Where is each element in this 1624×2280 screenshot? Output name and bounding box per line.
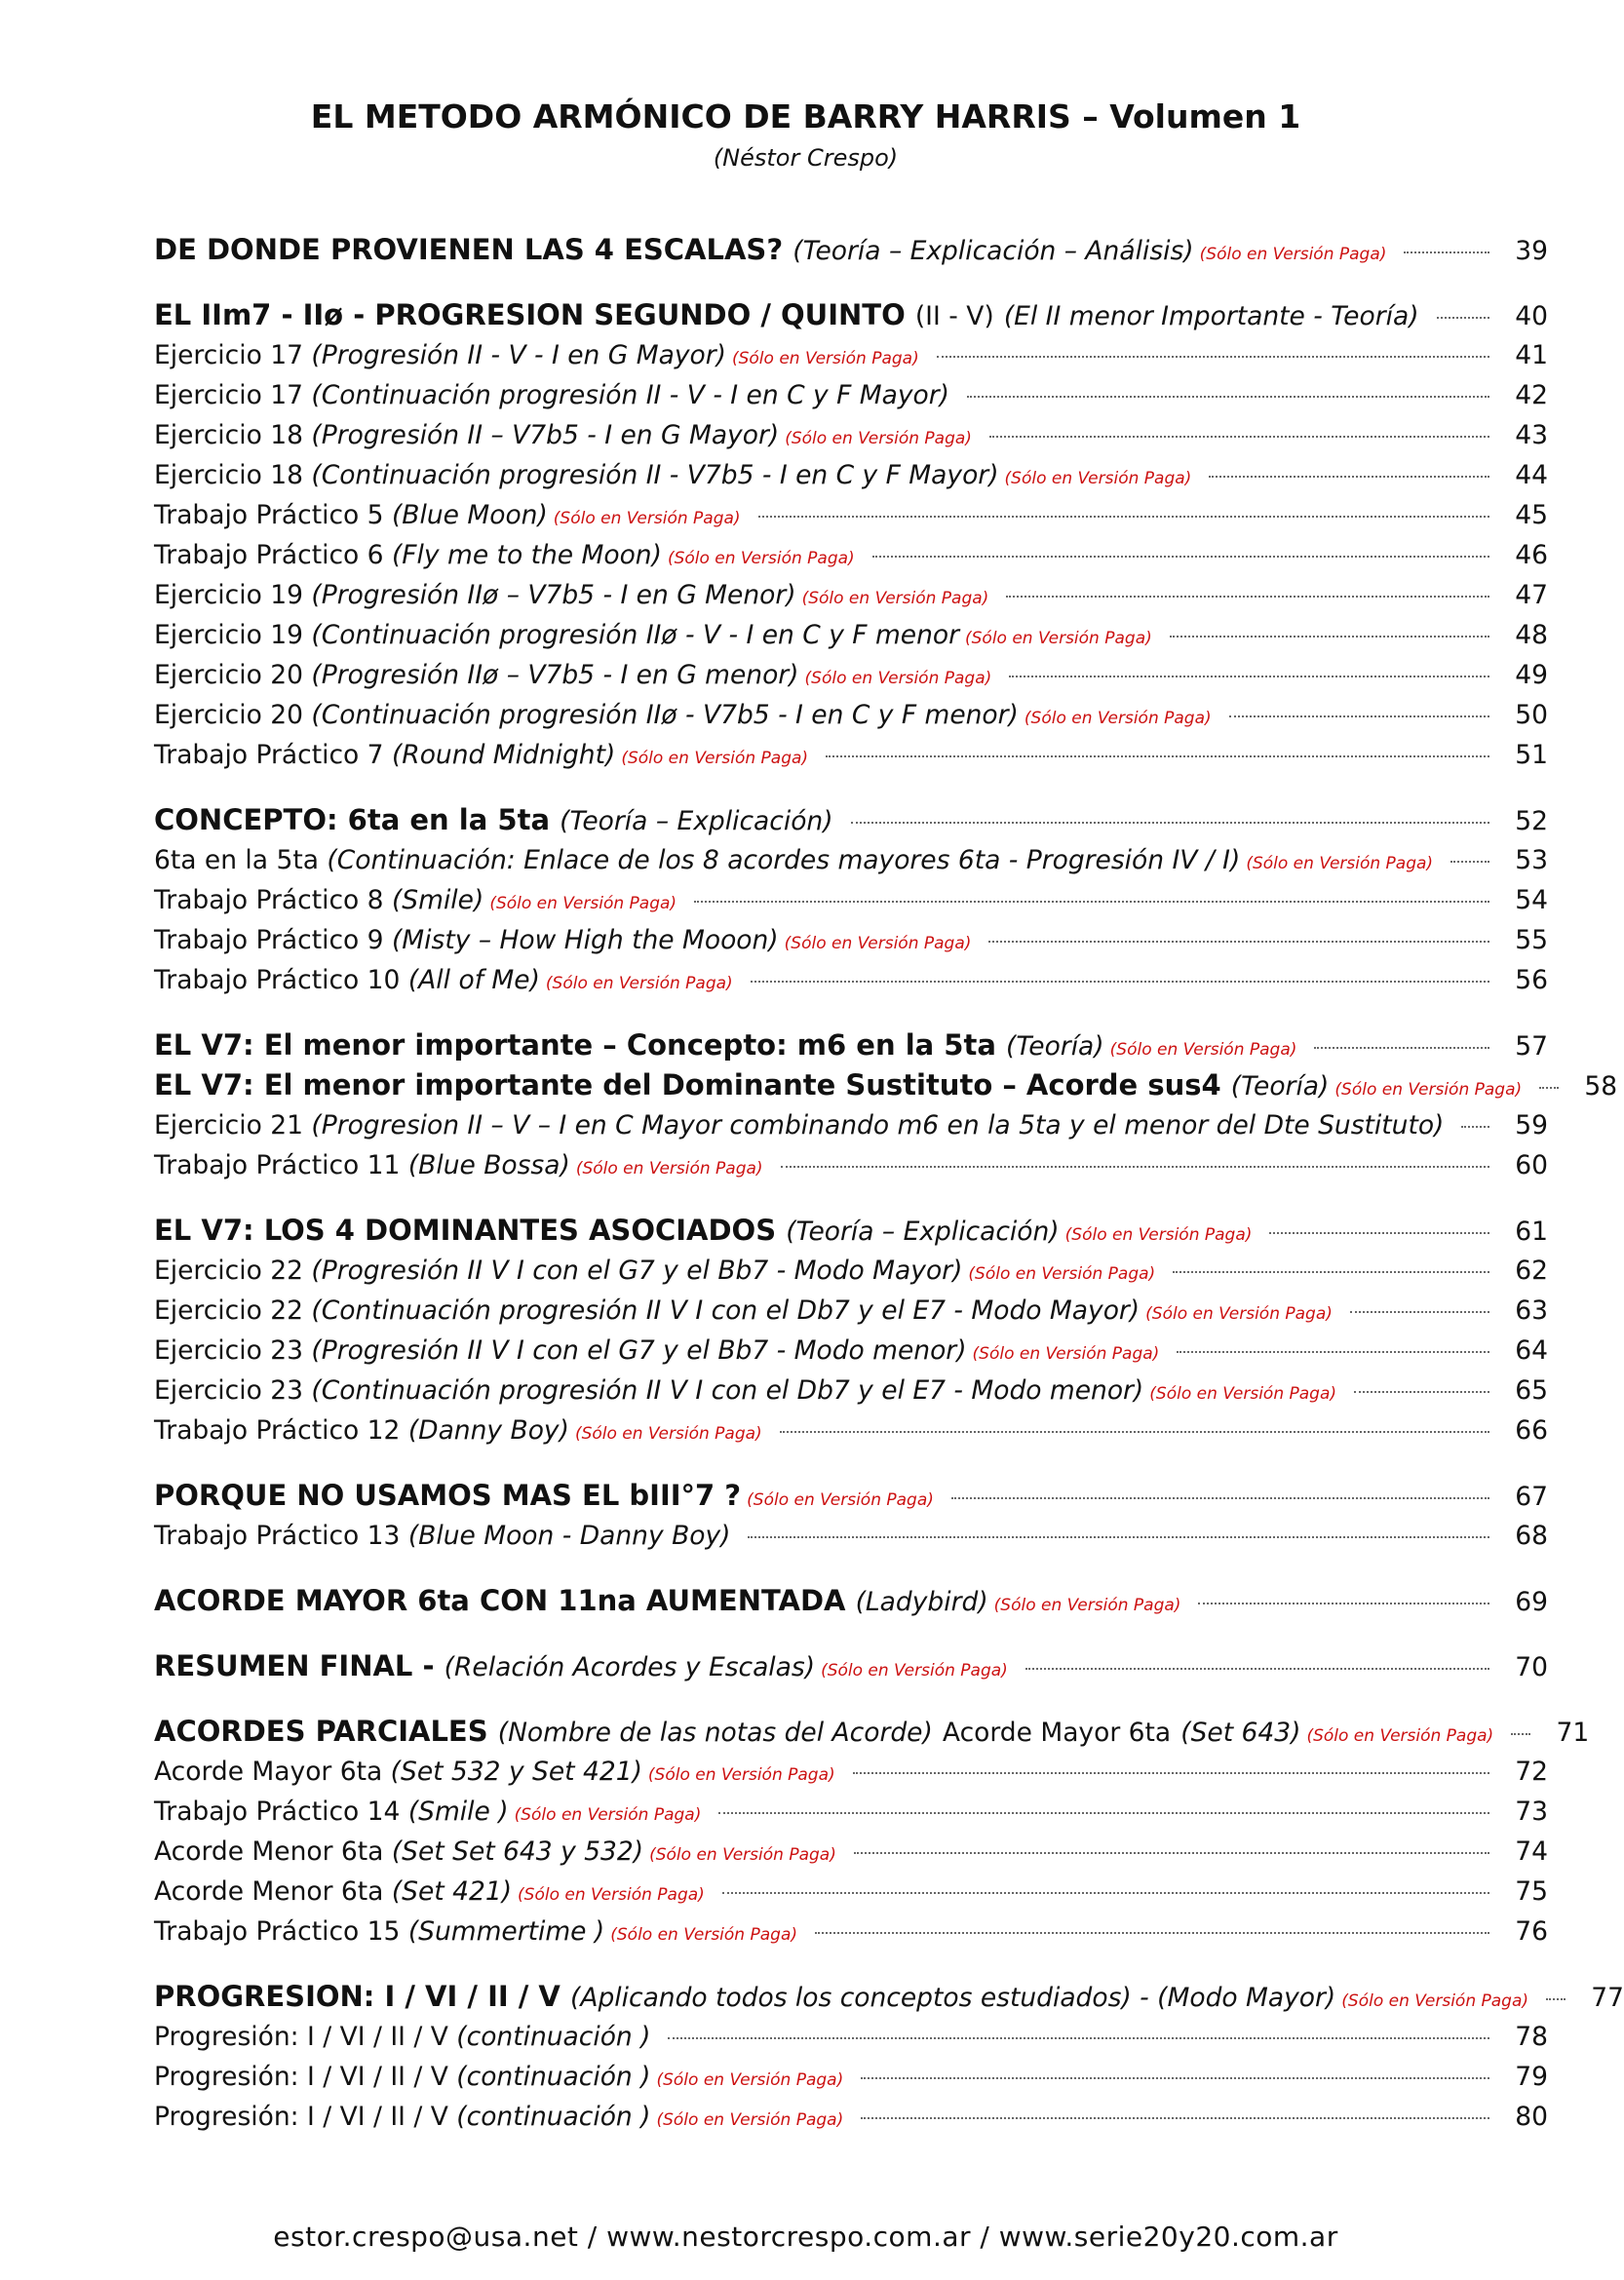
dot-leader bbox=[1177, 1351, 1489, 1353]
paid-version-note: (Sólo en Versión Paga) bbox=[649, 1845, 836, 1865]
entry-description: (Continuación progresión IIø - V - I en C y F menor bbox=[311, 620, 959, 650]
entry-title-suffix: (II - V) bbox=[914, 301, 994, 331]
entry-description: (Relación Acordes y Escalas) bbox=[444, 1652, 816, 1682]
toc-entry[interactable] bbox=[154, 735, 1548, 775]
entry-title: Progresión: I / VI / II / V bbox=[154, 2102, 457, 2132]
entry-description: (Blue Moon - Danny Boy) bbox=[407, 1521, 731, 1551]
entry-description: (Blue Bossa) bbox=[407, 1150, 570, 1180]
paid-version-note: (Sólo en Versión Paga) bbox=[1334, 1080, 1523, 1100]
entry-description: (Teoría) bbox=[1230, 1071, 1330, 1101]
page-number: 44 bbox=[1515, 460, 1548, 490]
dot-leader bbox=[854, 1852, 1489, 1854]
entry-title: EL V7: El menor importante del Dominante Sustituto – Acorde sus4 bbox=[154, 1068, 1221, 1101]
toc-entry[interactable] bbox=[154, 2057, 1548, 2097]
toc-entry[interactable] bbox=[154, 1411, 1548, 1450]
entry-title: Trabajo Práctico 7 bbox=[154, 740, 384, 770]
paid-version-note: (Sólo en Versión Paga) bbox=[1149, 1384, 1337, 1404]
entry-description: (Ladybird) bbox=[855, 1587, 988, 1617]
paid-version-note: (Sólo en Versión Paga) bbox=[1024, 709, 1212, 728]
paid-version-note: (Sólo en Versión Paga) bbox=[610, 1925, 797, 1945]
toc-entry[interactable] bbox=[154, 455, 1548, 495]
entry-description: (Set 421) bbox=[391, 1876, 513, 1907]
page-number: 51 bbox=[1515, 740, 1548, 770]
entry-title: Trabajo Práctico 14 bbox=[154, 1797, 401, 1827]
toc-entry[interactable] bbox=[154, 2017, 1548, 2057]
dot-leader bbox=[1229, 715, 1489, 717]
entry-description: (Progresión IIø – V7b5 - I en G Menor) bbox=[311, 580, 796, 610]
document-author: (Néstor Crespo) bbox=[713, 144, 899, 172]
entry-description: (Summertime ) bbox=[407, 1916, 605, 1947]
page-number: 39 bbox=[1515, 236, 1548, 266]
paid-version-note: (Sólo en Versión Paga) bbox=[965, 629, 1152, 648]
paid-version-note: (Sólo en Versión Paga) bbox=[1064, 1225, 1253, 1245]
entry-title: PROGRESION: I / VI / II / V bbox=[154, 1980, 561, 2013]
page-number: 41 bbox=[1515, 340, 1548, 370]
toc-entry[interactable] bbox=[154, 1712, 1590, 1752]
entry-title: EL V7: El menor importante – Concepto: m6 en la 5ta bbox=[154, 1028, 996, 1062]
paid-version-note: (Sólo en Versión Paga) bbox=[1145, 1304, 1333, 1324]
page-number: 76 bbox=[1515, 1916, 1548, 1947]
toc-entry[interactable] bbox=[154, 335, 1548, 375]
paid-version-note: (Sólo en Versión Paga) bbox=[968, 1264, 1156, 1284]
page-number: 57 bbox=[1515, 1031, 1548, 1062]
entry-title: Progresión: I / VI / II / V bbox=[154, 2022, 457, 2052]
paid-version-note: (Sólo en Versión Paga) bbox=[972, 1344, 1160, 1364]
entry-description: (Misty – How High the Mooon) bbox=[391, 925, 779, 955]
dot-leader bbox=[668, 2037, 1489, 2039]
toc-entry[interactable] bbox=[154, 1065, 1618, 1105]
entry-title: Ejercicio 20 bbox=[154, 700, 312, 730]
dot-leader bbox=[1546, 1998, 1566, 2000]
paid-version-note: (Sólo en Versión Paga) bbox=[747, 1490, 934, 1510]
page-number: 65 bbox=[1515, 1375, 1548, 1406]
toc-entry[interactable] bbox=[154, 1211, 1548, 1251]
dot-leader bbox=[1170, 636, 1489, 638]
entry-title: Ejercicio 22 bbox=[154, 1295, 312, 1326]
paid-version-note: (Sólo en Versión Paga) bbox=[489, 894, 677, 913]
entry-title: Trabajo Práctico 12 bbox=[154, 1415, 401, 1446]
entry-description: (Continuación progresión II V I con el Db7 y el E7 - Modo menor) bbox=[311, 1375, 1144, 1406]
entry-description: (Blue Moon) bbox=[391, 500, 548, 530]
page-number: 49 bbox=[1515, 660, 1548, 690]
toc-entry[interactable] bbox=[154, 1752, 1548, 1792]
toc-entry[interactable] bbox=[154, 1291, 1548, 1331]
paid-version-note: (Sólo en Versión Paga) bbox=[1004, 469, 1192, 488]
entry-title: Ejercicio 17 bbox=[154, 380, 312, 410]
page-number: 60 bbox=[1515, 1150, 1548, 1180]
paid-version-note: (Sólo en Versión Paga) bbox=[621, 749, 809, 768]
page-number: 46 bbox=[1515, 540, 1548, 570]
entry-title: RESUMEN FINAL - bbox=[154, 1649, 435, 1682]
page-number: 47 bbox=[1515, 580, 1548, 610]
entry-title: Ejercicio 21 bbox=[154, 1110, 312, 1140]
dot-leader bbox=[1209, 476, 1489, 478]
paid-version-note: (Sólo en Versión Paga) bbox=[1109, 1040, 1297, 1060]
paid-version-note: (Sólo en Versión Paga) bbox=[647, 1765, 835, 1785]
page-number: 69 bbox=[1515, 1587, 1548, 1617]
dot-leader bbox=[988, 941, 1489, 943]
page-number: 59 bbox=[1515, 1110, 1548, 1140]
entry-description: (Progresión IIø – V7b5 - I en G menor) bbox=[311, 660, 799, 690]
dot-leader bbox=[748, 1536, 1489, 1538]
entry-title: Trabajo Práctico 8 bbox=[154, 885, 384, 915]
page-number: 70 bbox=[1515, 1652, 1548, 1682]
toc-entry[interactable] bbox=[154, 2097, 1548, 2137]
page-number: 74 bbox=[1515, 1836, 1548, 1867]
entry-description: (Nombre de las notas del Acorde) bbox=[497, 1718, 933, 1748]
dot-leader bbox=[751, 981, 1489, 983]
toc-entry[interactable] bbox=[154, 1792, 1548, 1832]
paid-version-note: (Sólo en Versión Paga) bbox=[784, 934, 972, 953]
toc-entry[interactable] bbox=[154, 655, 1548, 695]
toc-entry[interactable] bbox=[154, 800, 1548, 840]
toc-entry[interactable] bbox=[154, 575, 1548, 615]
page-number: 45 bbox=[1515, 500, 1548, 530]
dot-leader bbox=[1009, 676, 1489, 677]
toc-entry[interactable] bbox=[154, 840, 1548, 880]
toc-entry[interactable] bbox=[154, 1646, 1548, 1686]
entry-title: Ejercicio 18 bbox=[154, 420, 312, 450]
page-number: 43 bbox=[1515, 420, 1548, 450]
entry-title: Ejercicio 19 bbox=[154, 620, 312, 650]
page-number: 80 bbox=[1515, 2102, 1548, 2132]
entry-description: (Teoría – Explicación – Análisis) bbox=[793, 236, 1194, 266]
entry-description: (All of Me) bbox=[407, 965, 540, 995]
paid-version-note: (Sólo en Versión Paga) bbox=[545, 974, 733, 993]
page-number: 68 bbox=[1515, 1521, 1548, 1551]
dot-leader bbox=[937, 356, 1489, 358]
dot-leader bbox=[1269, 1232, 1489, 1234]
page-number: 56 bbox=[1515, 965, 1548, 995]
dot-leader bbox=[1437, 317, 1489, 319]
page-number: 73 bbox=[1515, 1797, 1548, 1827]
entry-title: Trabajo Práctico 5 bbox=[154, 500, 384, 530]
dot-leader bbox=[815, 1932, 1489, 1934]
dot-leader bbox=[989, 436, 1489, 438]
entry-title: Ejercicio 22 bbox=[154, 1256, 312, 1286]
entry-title: DE DONDE PROVIENEN LAS 4 ESCALAS? bbox=[154, 233, 784, 266]
paid-version-note: (Sólo en Versión Paga) bbox=[1341, 1991, 1529, 2011]
page-number: 52 bbox=[1515, 806, 1548, 836]
table-of-contents bbox=[154, 230, 1624, 2137]
entry-title: Acorde Mayor 6ta bbox=[154, 1757, 391, 1787]
page-number: 78 bbox=[1515, 2022, 1548, 2052]
paid-version-note: (Sólo en Versión Paga) bbox=[667, 549, 855, 568]
paid-version-note: (Sólo en Versión Paga) bbox=[993, 1596, 1181, 1615]
toc-entry[interactable] bbox=[154, 230, 1548, 270]
dot-leader bbox=[967, 396, 1489, 398]
entry-description: (Continuación: Enlace de los 8 acordes mayores 6ta - Progresión IV / I) bbox=[327, 845, 1241, 875]
paid-version-note: (Sólo en Versión Paga) bbox=[1246, 854, 1434, 873]
entry-title: Trabajo Práctico 11 bbox=[154, 1150, 401, 1180]
entry-description: (Round Midnight) bbox=[391, 740, 616, 770]
entry-description: (Set Set 643 y 532) bbox=[391, 1836, 644, 1867]
entry-description: (El II menor Importante - Teoría) bbox=[1003, 301, 1419, 331]
dot-leader bbox=[718, 1812, 1489, 1814]
entry-description: (Smile) bbox=[391, 885, 484, 915]
page-number: 58 bbox=[1584, 1071, 1618, 1101]
entry-description: (Continuación progresión IIø - V7b5 - I en C y F menor) bbox=[311, 700, 1019, 730]
entry-description: (Smile ) bbox=[407, 1797, 509, 1827]
dot-leader bbox=[1006, 596, 1489, 598]
dot-leader bbox=[758, 516, 1489, 518]
page-number: 66 bbox=[1515, 1415, 1548, 1446]
dot-leader bbox=[861, 2077, 1489, 2079]
toc-entry[interactable] bbox=[154, 295, 1548, 335]
entry-description: (Fly me to the Moon) bbox=[391, 540, 662, 570]
dot-leader bbox=[872, 556, 1489, 558]
entry-description: (Continuación progresión II - V7b5 - I en C y F Mayor) bbox=[311, 460, 999, 490]
paid-version-note: (Sólo en Versión Paga) bbox=[785, 429, 972, 448]
dot-leader bbox=[1314, 1047, 1489, 1049]
paid-version-note: (Sólo en Versión Paga) bbox=[575, 1159, 763, 1179]
paid-version-note: (Sólo en Versión Paga) bbox=[821, 1661, 1008, 1681]
toc-entry[interactable] bbox=[154, 1145, 1548, 1185]
page-number: 75 bbox=[1515, 1876, 1548, 1907]
paid-version-note: (Sólo en Versión Paga) bbox=[656, 2070, 844, 2090]
entry-title: Trabajo Práctico 13 bbox=[154, 1521, 401, 1551]
paid-version-note: (Sólo en Versión Paga) bbox=[574, 1424, 762, 1444]
dot-leader bbox=[722, 1892, 1489, 1894]
dot-leader bbox=[694, 901, 1489, 903]
entry-title: CONCEPTO: 6ta en la 5ta bbox=[154, 803, 551, 836]
dot-leader bbox=[861, 2117, 1489, 2119]
entry-title: Acorde Menor 6ta bbox=[154, 1876, 392, 1907]
dot-leader bbox=[853, 1772, 1489, 1774]
entry-title: Progresión: I / VI / II / V bbox=[154, 2062, 457, 2092]
toc-entry[interactable] bbox=[154, 535, 1548, 575]
toc-entry[interactable] bbox=[154, 375, 1548, 415]
toc-entry[interactable] bbox=[154, 920, 1548, 960]
dot-leader bbox=[1198, 1603, 1489, 1604]
dot-leader bbox=[1350, 1311, 1489, 1313]
toc-entry[interactable] bbox=[154, 880, 1548, 920]
entry-description: (Teoría) bbox=[1006, 1031, 1104, 1062]
entry-description: (Set 532 y Set 421) bbox=[390, 1757, 642, 1787]
toc-entry[interactable] bbox=[154, 1371, 1548, 1411]
entry-title: Trabajo Práctico 6 bbox=[154, 540, 384, 570]
page-number: 55 bbox=[1515, 925, 1548, 955]
dot-leader bbox=[1539, 1087, 1559, 1089]
entry-description: (Danny Boy) bbox=[407, 1415, 569, 1446]
toc-entry[interactable] bbox=[154, 615, 1548, 655]
entry-extra-description: (Set 643) bbox=[1180, 1718, 1301, 1748]
page-number: 71 bbox=[1556, 1718, 1590, 1748]
dot-leader bbox=[1404, 251, 1489, 253]
entry-description: (Continuación progresión II V I con el Db7 y el E7 - Modo Mayor) bbox=[311, 1295, 1141, 1326]
page-number: 53 bbox=[1515, 845, 1548, 875]
entry-title: Ejercicio 17 bbox=[154, 340, 312, 370]
document-title: EL METODO ARMÓNICO DE BARRY HARRIS – Volumen 1 bbox=[310, 97, 1301, 135]
page-number: 62 bbox=[1515, 1256, 1548, 1286]
entry-description: (Progresión II V I con el G7 y el Bb7 - Modo menor) bbox=[311, 1335, 967, 1366]
toc-entry[interactable] bbox=[154, 695, 1548, 735]
dot-leader bbox=[951, 1497, 1489, 1499]
paid-version-note: (Sólo en Versión Paga) bbox=[1199, 245, 1387, 264]
page-number: 64 bbox=[1515, 1335, 1548, 1366]
dot-leader bbox=[1173, 1271, 1489, 1273]
entry-title: Ejercicio 19 bbox=[154, 580, 312, 610]
page-number: 79 bbox=[1515, 2062, 1548, 2092]
entry-title: Trabajo Práctico 9 bbox=[154, 925, 384, 955]
page-number: 50 bbox=[1515, 700, 1548, 730]
paid-version-note: (Sólo en Versión Paga) bbox=[1306, 1726, 1494, 1746]
entry-title: Acorde Menor 6ta bbox=[154, 1836, 392, 1867]
entry-description: (Aplicando todos los conceptos estudiados) - (Modo Mayor) bbox=[569, 1983, 1336, 2013]
page-number: 63 bbox=[1515, 1295, 1548, 1326]
toc-entry[interactable] bbox=[154, 1516, 1548, 1556]
page-number: 67 bbox=[1515, 1482, 1548, 1512]
entry-description: (Continuación progresión II - V - I en C y F Mayor) bbox=[311, 380, 949, 410]
dot-leader bbox=[1354, 1391, 1489, 1393]
page-number: 48 bbox=[1515, 620, 1548, 650]
paid-version-note: (Sólo en Versión Paga) bbox=[731, 349, 919, 368]
entry-extra: Acorde Mayor 6ta bbox=[942, 1718, 1172, 1748]
entry-description: (Teoría – Explicación) bbox=[560, 806, 833, 836]
entry-title: Ejercicio 18 bbox=[154, 460, 312, 490]
toc-entry[interactable] bbox=[154, 1581, 1548, 1621]
toc-entry[interactable] bbox=[154, 1105, 1548, 1145]
page-number: 42 bbox=[1515, 380, 1548, 410]
entry-description: (Progresión II - V - I en G Mayor) bbox=[311, 340, 726, 370]
toc-entry[interactable] bbox=[154, 495, 1548, 535]
entry-title: EL IIm7 - IIø - PROGRESION SEGUNDO / QUINTO bbox=[154, 298, 906, 331]
dot-leader bbox=[780, 1431, 1489, 1433]
toc-entry[interactable] bbox=[154, 1476, 1548, 1516]
entry-title: Ejercicio 23 bbox=[154, 1335, 312, 1366]
toc-entry[interactable] bbox=[154, 1331, 1548, 1371]
page-number: 72 bbox=[1515, 1757, 1548, 1787]
toc-entry[interactable] bbox=[154, 1251, 1548, 1291]
dot-leader bbox=[1025, 1668, 1489, 1670]
toc-entry[interactable] bbox=[154, 1832, 1548, 1872]
entry-description: (continuación ) bbox=[456, 2102, 651, 2132]
paid-version-note: (Sólo en Versión Paga) bbox=[514, 1805, 702, 1825]
paid-version-note: (Sólo en Versión Paga) bbox=[801, 589, 989, 608]
dot-leader bbox=[1450, 861, 1489, 863]
entry-title: Trabajo Práctico 10 bbox=[154, 965, 401, 995]
dot-leader bbox=[781, 1166, 1489, 1168]
toc-entry[interactable] bbox=[154, 1872, 1548, 1912]
entry-title: Trabajo Práctico 15 bbox=[154, 1916, 401, 1947]
page-number: 40 bbox=[1515, 301, 1548, 331]
dot-leader bbox=[1461, 1126, 1489, 1128]
entry-description: (Progresión II V I con el G7 y el Bb7 - Modo Mayor) bbox=[311, 1256, 963, 1286]
footer-contact: estor.crespo@usa.net / www.nestorcrespo.com.ar / www.serie20y20.com.ar bbox=[273, 2221, 1338, 2253]
entry-description: (continuación ) bbox=[456, 2062, 651, 2092]
toc-entry[interactable] bbox=[154, 1025, 1548, 1065]
entry-description: (Progresion II – V – I en C Mayor combinando m6 en la 5ta y el menor del Dte Sustituto) bbox=[311, 1110, 1445, 1140]
dot-leader bbox=[826, 755, 1489, 757]
entry-title: PORQUE NO USAMOS MAS EL bIII°7 ? bbox=[154, 1479, 742, 1512]
dot-leader bbox=[851, 822, 1489, 824]
entry-title: ACORDE MAYOR 6ta CON 11na AUMENTADA bbox=[154, 1584, 846, 1617]
page-number: 77 bbox=[1591, 1983, 1624, 2013]
entry-description: (Progresión II – V7b5 - I en G Mayor) bbox=[311, 420, 780, 450]
paid-version-note: (Sólo en Versión Paga) bbox=[656, 2110, 844, 2130]
page-number: 61 bbox=[1515, 1217, 1548, 1247]
entry-title: Ejercicio 20 bbox=[154, 660, 312, 690]
entry-description: (Teoría – Explicación) bbox=[786, 1217, 1060, 1247]
entry-description: (continuación ) bbox=[456, 2022, 651, 2052]
toc-entry[interactable] bbox=[154, 960, 1548, 1000]
toc-entry[interactable] bbox=[154, 415, 1548, 455]
toc-entry[interactable] bbox=[154, 1912, 1548, 1952]
entry-title: EL V7: LOS 4 DOMINANTES ASOCIADOS bbox=[154, 1214, 777, 1247]
entry-title: ACORDES PARCIALES bbox=[154, 1715, 498, 1748]
page-number: 54 bbox=[1515, 885, 1548, 915]
entry-title: 6ta en la 5ta bbox=[154, 845, 319, 875]
toc-entry[interactable] bbox=[154, 1977, 1624, 2017]
entry-title: Ejercicio 23 bbox=[154, 1375, 312, 1406]
paid-version-note: (Sólo en Versión Paga) bbox=[553, 509, 741, 528]
dot-leader bbox=[1511, 1733, 1530, 1735]
paid-version-note: (Sólo en Versión Paga) bbox=[518, 1885, 705, 1905]
paid-version-note: (Sólo en Versión Paga) bbox=[804, 669, 992, 688]
